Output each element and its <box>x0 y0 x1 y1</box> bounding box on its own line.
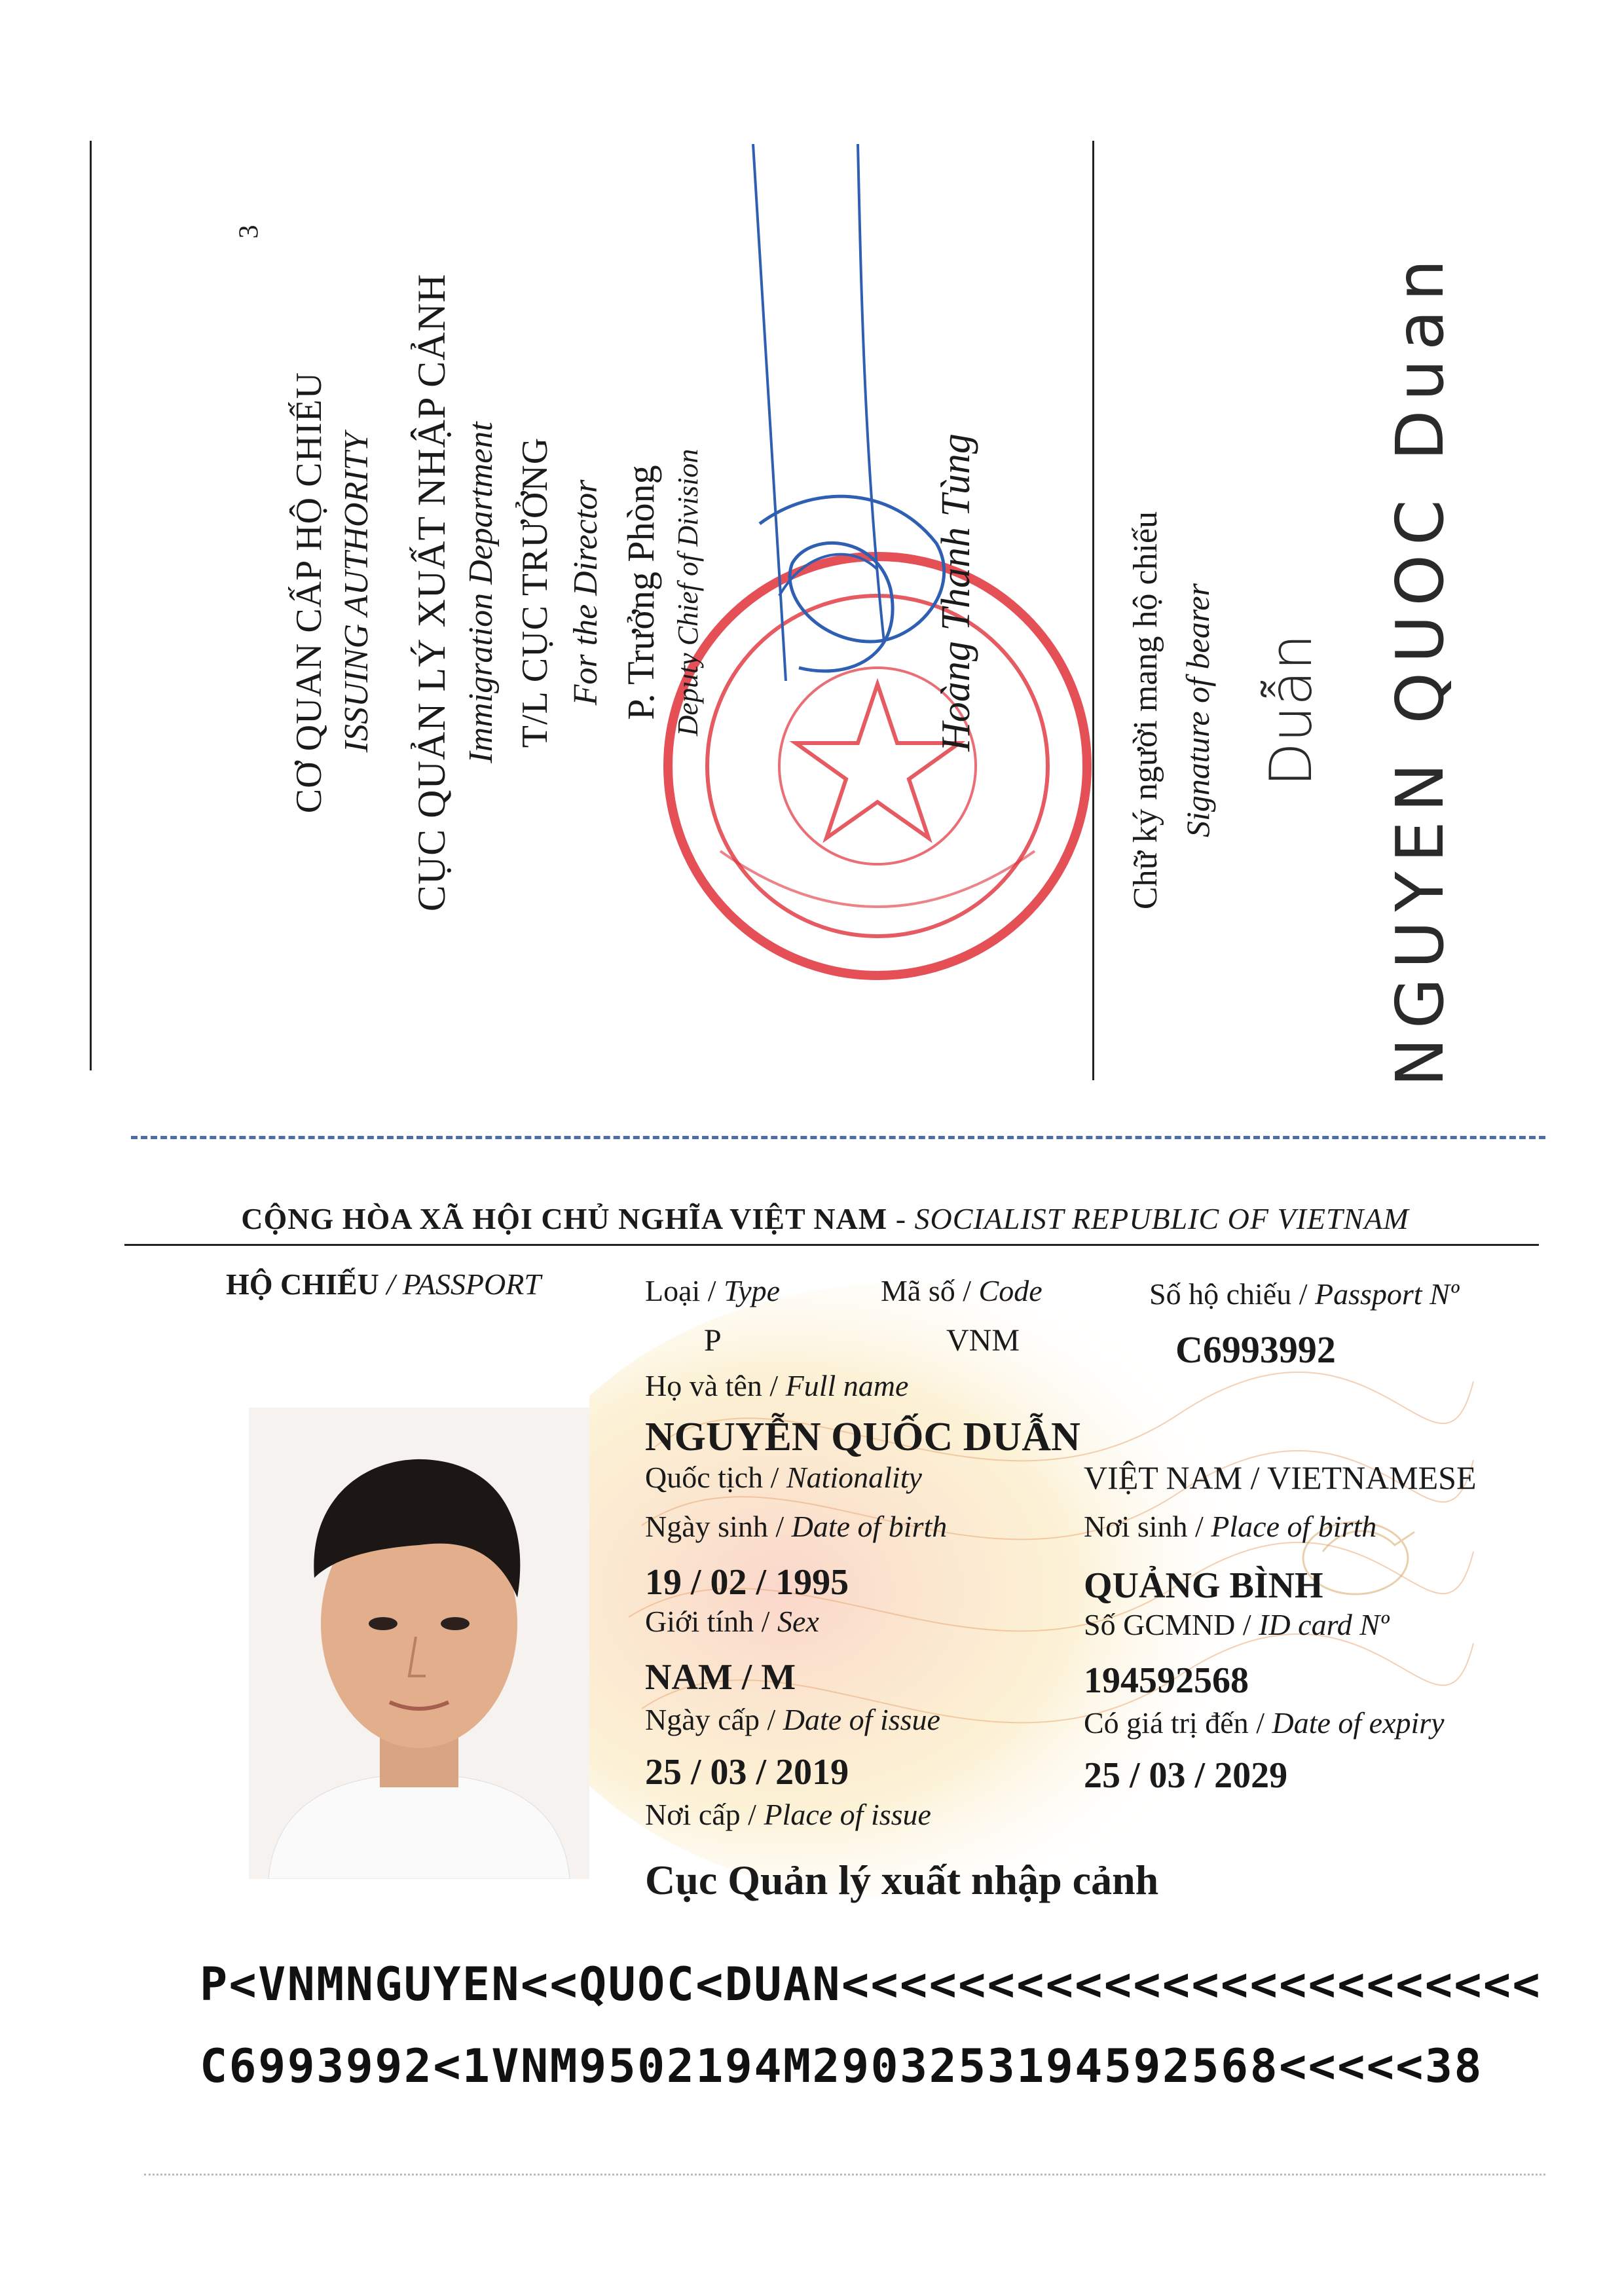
pob-value: QUẢNG BÌNH <box>1084 1565 1323 1606</box>
full-name-label: Họ và tên / Full name <box>645 1369 909 1402</box>
holder-photo <box>249 1408 589 1879</box>
full-name-value: NGUYỄN QUỐC DUẪN <box>645 1415 1080 1459</box>
department-vi: CỤC QUẢN LÝ XUẤT NHẬP CẢNH <box>410 273 453 912</box>
page-number: 3 <box>234 225 265 239</box>
bearer-signature-label-en: Signature of bearer <box>1179 583 1216 837</box>
country-en: SOCIALIST REPUBLIC OF VIETNAM <box>914 1202 1409 1235</box>
bearer-signature: Duẫn <box>1257 634 1325 787</box>
mrz-line-1: P<VNMNGUYEN<<QUOC<DUAN<<<<<<<<<<<<<<<<<<<<<<<< <box>200 1958 1542 2011</box>
type-value: P <box>704 1323 722 1358</box>
country-separator: - <box>887 1202 915 1235</box>
position-vi: P. Trưởng Phòng <box>619 465 662 720</box>
id-card-value: 194592568 <box>1084 1660 1249 1701</box>
mrz-line-2: C6993992<1VNM9502194M2903253194592568<<<<<38 <box>200 2039 1483 2093</box>
signer-name: Hoàng Thanh Tùng <box>934 433 978 752</box>
place-of-issue-label: Nơi cấp / Place of issue <box>645 1798 931 1831</box>
for-director-vi: T/L CỤC TRƯỞNG <box>515 437 555 748</box>
issue-date-value: 25 / 03 / 2019 <box>645 1752 849 1793</box>
bearer-handwritten-name: NGUYEN QUOC Duan <box>1382 250 1458 1087</box>
for-director-en: For the Director <box>567 479 604 706</box>
authority-heading-en: ISSUING AUTHORITY <box>338 432 375 753</box>
document-title <box>226 1267 541 1302</box>
id-card-label: Số GCMND / ID card Nº <box>1084 1608 1390 1641</box>
nationality-label: Quốc tịch / Nationality <box>645 1461 922 1494</box>
document-title-sep: / <box>378 1267 403 1301</box>
passport-no-value: C6993992 <box>1175 1328 1336 1371</box>
dob-value: 19 / 02 / 1995 <box>645 1562 849 1603</box>
nationality-value: VIỆT NAM / VIETNAMESE <box>1084 1459 1477 1496</box>
document-title-vi: HỘ CHIẾU <box>226 1267 379 1301</box>
pob-label: Nơi sinh / Place of birth <box>1084 1510 1377 1543</box>
passport-no-label: Số hộ chiếu / Passport Nº <box>1149 1277 1460 1311</box>
country-header <box>124 1201 1526 1236</box>
sex-value: NAM / M <box>645 1657 796 1698</box>
page-bottom-edge <box>144 2174 1545 2176</box>
type-label: Loại / Type <box>645 1274 781 1307</box>
sex-label: Giới tính / Sex <box>645 1605 819 1638</box>
expiry-date-value: 25 / 03 / 2029 <box>1084 1755 1288 1796</box>
code-label: Mã số / Code <box>881 1274 1043 1307</box>
department-en: Immigration Department <box>462 422 500 763</box>
dob-label: Ngày sinh / Date of birth <box>645 1510 948 1543</box>
issue-date-label: Ngày cấp / Date of issue <box>645 1703 940 1736</box>
header-rule <box>124 1244 1539 1246</box>
country-vi: CỘNG HÒA XÃ HỘI CHỦ NGHĨA VIỆT NAM <box>241 1202 888 1235</box>
document-title-en: PASSPORT <box>402 1267 541 1301</box>
position-en: Deputy Chief of Division <box>672 448 704 737</box>
place-of-issue-value: Cục Quản lý xuất nhập cảnh <box>645 1857 1159 1903</box>
bearer-signature-label-vi: Chữ ký người mang hộ chiếu <box>1127 511 1164 910</box>
expiry-date-label: Có giá trị đến / Date of expiry <box>1084 1706 1445 1740</box>
left-page-border <box>90 141 92 1070</box>
authority-heading-vi: CƠ QUAN CẤP HỘ CHIẾU <box>289 371 329 814</box>
page-fold-line <box>131 1136 1545 1139</box>
code-value: VNM <box>946 1323 1020 1358</box>
